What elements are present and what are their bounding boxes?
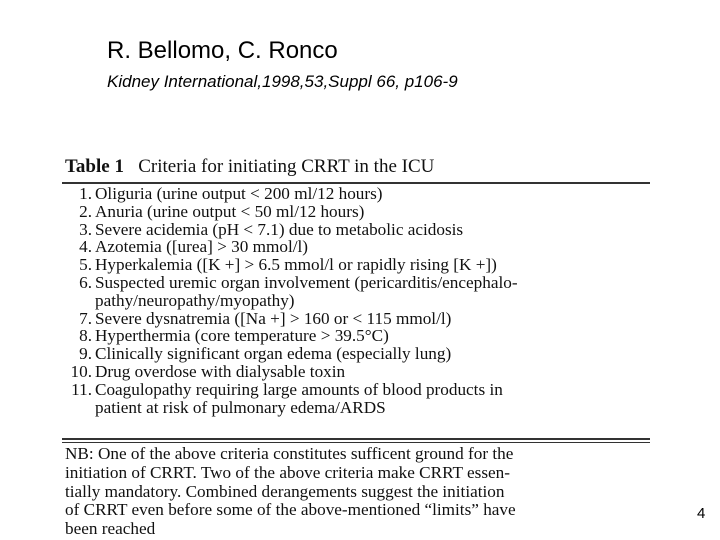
table-heading [65,155,434,179]
criteria-item [62,274,652,292]
criteria-number: 10. [70,361,92,381]
criteria-number: 3. [79,219,92,239]
criteria-number: 11. [71,379,92,399]
slide-number: 4 [697,505,706,522]
criteria-text: Coagulopathy requiring large amounts of blood products in [95,379,503,399]
citation-authors: R. Bellomo, C. Ronco [107,37,338,64]
criteria-item [62,327,652,345]
criteria-text: Oliguria (urine output < 200 ml/12 hours) [95,184,383,203]
footnote-line: been reached [65,519,156,539]
criteria-text: Drug overdose with dialysable toxin [95,361,346,381]
criteria-number: 9. [79,344,92,364]
criteria-text: pathy/neuropathy/myopathy) [95,290,295,310]
criteria-item [62,238,652,256]
criteria-text: Hyperthermia (core temperature > 39.5°C) [95,326,389,346]
criteria-item [62,310,652,328]
criteria-item [62,381,652,399]
criteria-item [62,203,652,221]
table-footnote [65,445,651,539]
criteria-number: 4. [79,237,92,257]
scanned-table [62,152,652,540]
criteria-item [62,363,652,381]
criteria-item-continuation [62,292,652,310]
criteria-text: Clinically significant organ edema (especially lung) [95,344,452,364]
footnote-line: of CRRT even before some of the above-mentioned “limits” have [65,500,516,520]
criteria-item-continuation [62,399,652,417]
footnote-line: tially mandatory. Combined derangements suggest the initiation [65,481,505,501]
criteria-text: patient at risk of pulmonary edema/ARDS [95,397,386,417]
footnote-line: initiation of CRRT. Two of the above criteria make CRRT essen- [65,462,510,482]
table-label: Table 1 [65,156,124,177]
criteria-number: 5. [79,255,92,275]
criteria-number: 6. [79,272,92,292]
criteria-text: Suspected uremic organ involvement (pericarditis/encephalo- [95,272,518,292]
criteria-text: Azotemia ([urea] > 30 mmol/l) [95,237,309,257]
criteria-text: Severe dysnatremia ([Na +] > 160 or < 115 mmol/l) [95,308,452,328]
criteria-item [62,256,652,274]
criteria-text: Hyperkalemia ([K +] > 6.5 mmol/l or rapidly rising [K +]) [95,255,497,275]
criteria-item [62,345,652,363]
criteria-number: 2. [79,201,92,221]
criteria-item [62,221,652,239]
table-title: Criteria for initiating CRRT in the ICU [138,156,435,177]
criteria-number: 7. [79,308,92,328]
criteria-text: Anuria (urine output < 50 ml/12 hours) [95,201,365,221]
citation-source: Kidney International,1998,53,Suppl 66, p106-9 [107,72,458,91]
table-bottom-rule-thin [62,442,650,443]
footnote-line: NB: One of the above criteria constitutes sufficent ground for the [65,444,514,463]
criteria-text: Severe acidemia (pH < 7.1) due to metabolic acidosis [95,219,464,239]
criteria-list [62,185,652,416]
table-bottom-rule [62,438,650,440]
criteria-number: 8. [79,326,92,346]
criteria-number: 1. [79,184,92,203]
criteria-item [62,185,652,203]
